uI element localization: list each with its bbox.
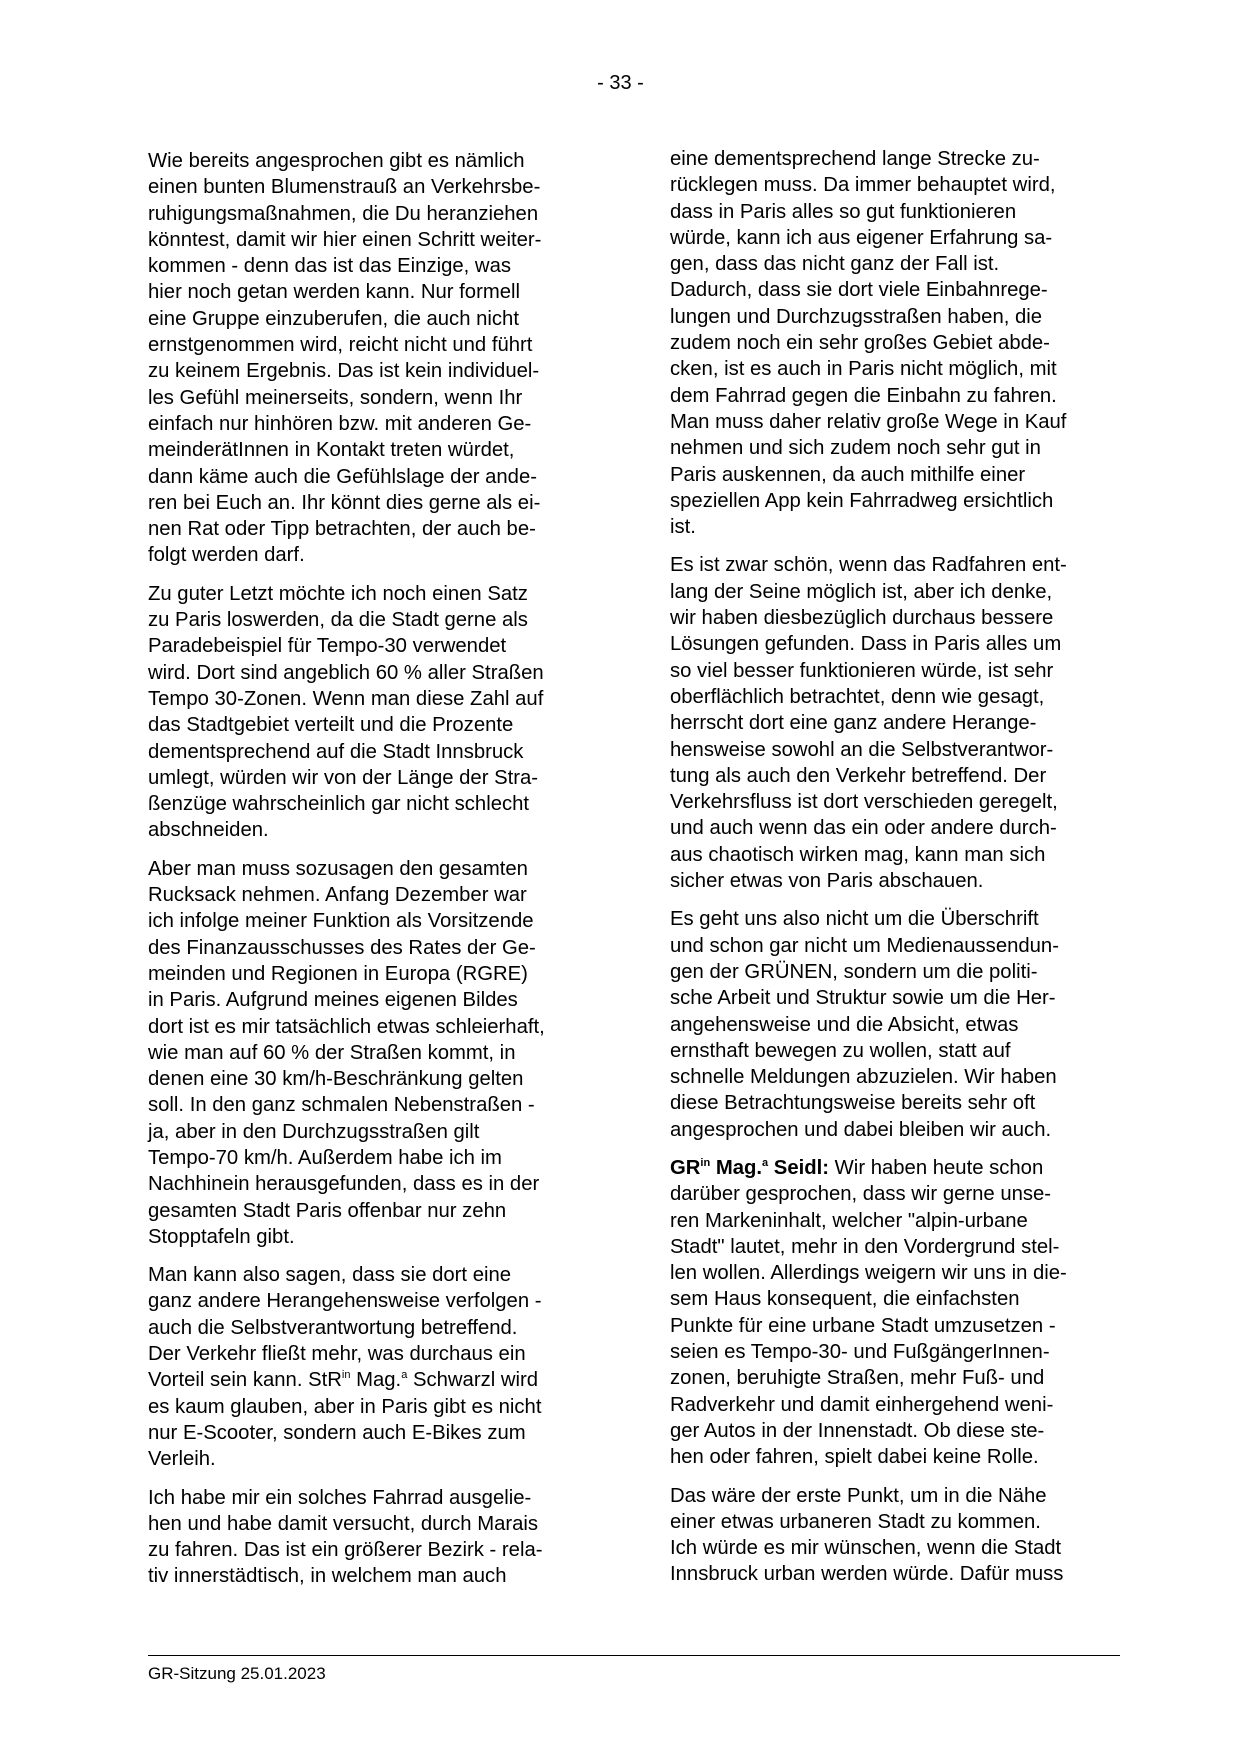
text-line: Aber man muss sozusagen den gesamten <box>148 857 528 880</box>
text-line-with-title <box>148 1367 608 1393</box>
text-line: Tempo 30-Zonen. Wenn man diese Zahl auf <box>148 687 544 710</box>
text-line: len wollen. Allerdings weigern wir uns in die- <box>670 1262 1067 1285</box>
text-line: folgt werden darf. <box>148 544 305 567</box>
text-fragment: Schwarzl wird <box>407 1369 539 1392</box>
text-line: wie man auf 60 % der Straßen kommt, in <box>148 1041 516 1064</box>
text-line: aus chaotisch wirken mag, kann man sich <box>670 843 1046 866</box>
superscript: in <box>341 1369 351 1382</box>
text-line: gen der GRÜNEN, sondern um die politi- <box>670 960 1038 983</box>
text-line: diese Betrachtungsweise bereits sehr oft <box>670 1092 1036 1115</box>
speaker-name <box>670 1157 829 1179</box>
text-line: zu keinem Ergebnis. Das ist kein individuel- <box>148 360 540 383</box>
text-line: sicher etwas von Paris abschauen. <box>670 870 984 893</box>
paragraph <box>148 148 608 569</box>
text-line: ja, aber in den Durchzugsstraßen gilt <box>148 1120 480 1143</box>
text-line: eine Gruppe einzuberufen, die auch nicht <box>148 307 519 330</box>
text-line: in Paris. Aufgrund meines eigenen Bildes <box>148 989 518 1012</box>
paragraph <box>670 552 1130 894</box>
text-line: tung als auch den Verkehr betreffend. Der <box>670 764 1047 787</box>
text-line: lang der Seine möglich ist, aber ich denke, <box>670 580 1053 603</box>
footer-divider <box>148 1655 1120 1656</box>
text-line: Punkte für eine urbane Stadt umzusetzen - <box>670 1314 1056 1337</box>
text-line: wir haben diesbezüglich durchaus bessere <box>670 607 1054 630</box>
text-line: Lösungen gefunden. Dass in Paris alles um <box>670 633 1062 656</box>
paragraph <box>148 856 608 1250</box>
text-line: und schon gar nicht um Medienaussendun- <box>670 934 1059 957</box>
text-line: lungen und Durchzugsstraßen haben, die <box>670 305 1043 328</box>
text-line: angesprochen und dabei bleiben wir auch. <box>670 1118 1052 1141</box>
text-line: so viel besser funktionieren würde, ist sehr <box>670 659 1054 682</box>
text-line: zudem noch ein sehr großes Gebiet abde- <box>670 332 1050 355</box>
text-line: oberflächlich betrachtet, denn wie gesagt, <box>670 685 1045 708</box>
text-line: Verkehrsfluss ist dort verschieden geregelt, <box>670 791 1058 814</box>
text-line: nen Rat oder Tipp betrachten, der auch be- <box>148 518 536 541</box>
text-line: zu fahren. Das ist ein größerer Bezirk - rela- <box>148 1539 543 1562</box>
text-line: ger Autos in der Innenstadt. Ob diese ste- <box>670 1419 1045 1442</box>
paragraph <box>148 581 608 844</box>
text-line: hen oder fahren, spielt dabei keine Rolle. <box>670 1446 1039 1469</box>
text-line: zu Paris loswerden, da die Stadt gerne als <box>148 609 528 632</box>
text-line: Tempo-70 km/h. Außerdem habe ich im <box>148 1146 502 1169</box>
superscript: a <box>762 1156 769 1169</box>
paragraph <box>670 1155 1130 1471</box>
text-line: ernstgenommen wird, reicht nicht und führt <box>148 334 533 357</box>
text-line: seien es Tempo-30- und FußgängerInnen- <box>670 1341 1050 1364</box>
superscript: in <box>700 1156 711 1169</box>
text-line: ernsthaft bewegen zu wollen, statt auf <box>670 1039 1011 1062</box>
text-line: Es geht uns also nicht um die Überschrift <box>670 908 1039 931</box>
text-line: sche Arbeit und Struktur sowie um die Her- <box>670 987 1056 1010</box>
text-line: denen eine 30 km/h-Beschränkung gelten <box>148 1068 524 1091</box>
text-line: Paradebeispiel für Tempo-30 verwendet <box>148 635 507 658</box>
text-fragment: Mag. <box>350 1369 402 1392</box>
footer-text: GR-Sitzung 25.01.2023 <box>148 1664 326 1683</box>
text-line: Verleih. <box>148 1448 216 1471</box>
text-line: Man muss daher relativ große Wege in Kauf <box>670 410 1067 433</box>
text-line: nur E-Scooter, sondern auch E-Bikes zum <box>148 1421 526 1444</box>
text-line: darüber gesprochen, dass wir gerne unse- <box>670 1183 1052 1206</box>
text-line: das Stadtgebiet verteilt und die Prozente <box>148 714 514 737</box>
text-line: würde, kann ich aus eigener Erfahrung sa- <box>670 226 1053 249</box>
text-line: angehensweise und die Absicht, etwas <box>670 1013 1019 1036</box>
text-line: wird. Dort sind angeblich 60 % aller Straßen <box>148 661 544 684</box>
paragraph <box>670 146 1130 540</box>
text-line: es kaum glauben, aber in Paris gibt es nicht <box>148 1395 542 1418</box>
text-line: ganz andere Herangehensweise verfolgen - <box>148 1290 542 1313</box>
text-line: sem Haus konsequent, die einfachsten <box>670 1288 1020 1311</box>
text-line: zonen, beruhigte Straßen, mehr Fuß- und <box>670 1367 1045 1390</box>
text-line: Stopptafeln gibt. <box>148 1225 295 1248</box>
text-fragment: Mag. <box>710 1156 763 1179</box>
text-line: des Finanzausschusses des Rates der Ge- <box>148 936 536 959</box>
text-line: Dadurch, dass sie dort viele Einbahnrege- <box>670 279 1048 302</box>
text-line: Nachhinein herausgefunden, dass es in der <box>148 1173 540 1196</box>
text-line: hensweise sowohl an die Selbstverantwor- <box>670 738 1054 761</box>
paragraph <box>670 906 1130 1143</box>
text-line: Ich habe mir ein solches Fahrrad ausgelie- <box>148 1486 532 1509</box>
text-fragment: Seidl: <box>768 1156 830 1179</box>
paragraph <box>670 1483 1130 1588</box>
text-line: speziellen App kein Fahrradweg ersichtlich <box>670 489 1054 512</box>
text-line: Paris auskennen, da auch mithilfe einer <box>670 463 1026 486</box>
text-line: kommen - denn das ist das Einzige, was <box>148 255 511 278</box>
text-line: umlegt, würden wir von der Länge der Stra- <box>148 766 539 789</box>
page-number: - 33 - <box>597 72 644 94</box>
text-line: nehmen und sich zudem noch sehr gut in <box>670 437 1041 460</box>
text-line: Das wäre der erste Punkt, um in die Nähe <box>670 1484 1047 1507</box>
text-line: rücklegen muss. Da immer behauptet wird, <box>670 174 1056 197</box>
text-line: einer etwas urbaneren Stadt zu kommen. <box>670 1510 1041 1533</box>
right-column <box>670 146 1130 1600</box>
text-line: könntest, damit wir hier einen Schritt weiter- <box>148 228 542 251</box>
text-line: herrscht dort eine ganz andere Herange- <box>670 712 1037 735</box>
text-line: Ich würde es mir wünschen, wenn die Stadt <box>670 1537 1062 1560</box>
text-line: ich infolge meiner Funktion als Vorsitzende <box>148 910 534 933</box>
text-fragment: GR <box>670 1156 701 1179</box>
text-line: soll. In den ganz schmalen Nebenstraßen - <box>148 1094 535 1117</box>
text-line: meinderätInnen in Kontakt treten würdet, <box>148 439 515 462</box>
text-line: Es ist zwar schön, wenn das Radfahren ent- <box>670 554 1067 577</box>
speaker-line <box>670 1155 1130 1181</box>
text-line: ren bei Euch an. Ihr könnt dies gerne als ei- <box>148 491 541 514</box>
text-line: schnelle Meldungen abzuzielen. Wir haben <box>670 1066 1057 1089</box>
text-line: ren Markeninhalt, welcher "alpin-urbane <box>670 1209 1028 1232</box>
text-line: hier noch getan werden kann. Nur formell <box>148 281 521 304</box>
text-line: ßenzüge wahrscheinlich gar nicht schlecht <box>148 793 530 816</box>
left-column <box>148 148 608 1602</box>
text-line: tiv innerstädtisch, in welchem man auch <box>148 1565 507 1588</box>
text-line: einfach nur hinhören bzw. mit anderen Ge- <box>148 412 532 435</box>
text-line: dann käme auch die Gefühlslage der ande- <box>148 465 537 488</box>
text-line: Wie bereits angesprochen gibt es nämlich <box>148 150 525 172</box>
text-line: dass in Paris alles so gut funktionieren <box>670 200 1017 223</box>
text-line: les Gefühl meinerseits, sondern, wenn Ihr <box>148 386 523 409</box>
text-line: dem Fahrrad gegen die Einbahn zu fahren. <box>670 384 1057 407</box>
text-line: hen und habe damit versucht, durch Marais <box>148 1512 539 1535</box>
text-line: und auch wenn das ein oder andere durch- <box>670 817 1057 840</box>
text-line: Man kann also sagen, dass sie dort eine <box>148 1264 512 1287</box>
text-fragment: Wir haben heute schon <box>829 1156 1044 1179</box>
text-line: einen bunten Blumenstrauß an Verkehrsbe- <box>148 176 541 199</box>
text-fragment: Vorteil sein kann. StR <box>148 1369 342 1392</box>
text-line: dort ist es mir tatsächlich etwas schleierhaft, <box>148 1015 545 1038</box>
text-line: gesamten Stadt Paris offenbar nur zehn <box>148 1199 507 1222</box>
text-line: ist. <box>670 516 696 539</box>
text-line: Stadt" lautet, mehr in den Vordergrund stel- <box>670 1235 1060 1258</box>
text-line: Radverkehr und damit einhergehend weni- <box>670 1393 1054 1416</box>
paragraph <box>148 1485 608 1590</box>
text-line: cken, ist es auch in Paris nicht möglich, mit <box>670 358 1057 381</box>
text-line: dementsprechend auf die Stadt Innsbruck <box>148 740 524 763</box>
text-line: meinden und Regionen in Europa (RGRE) <box>148 962 528 985</box>
superscript: a <box>401 1369 408 1382</box>
text-line: Zu guter Letzt möchte ich noch einen Satz <box>148 582 528 605</box>
text-line: eine dementsprechend lange Strecke zu- <box>670 148 1040 170</box>
text-line: Rucksack nehmen. Anfang Dezember war <box>148 884 527 907</box>
text-line: gen, dass das nicht ganz der Fall ist. <box>670 253 1000 276</box>
text-line: ruhigungsmaßnahmen, die Du heranziehen <box>148 202 539 225</box>
paragraph <box>148 1262 608 1472</box>
text-line: auch die Selbstverantwortung betreffend. <box>148 1316 518 1339</box>
text-line: abschneiden. <box>148 819 269 842</box>
text-line: Der Verkehr fließt mehr, was durchaus ein <box>148 1343 526 1366</box>
text-line: Innsbruck urban werden würde. Dafür muss <box>670 1563 1064 1586</box>
